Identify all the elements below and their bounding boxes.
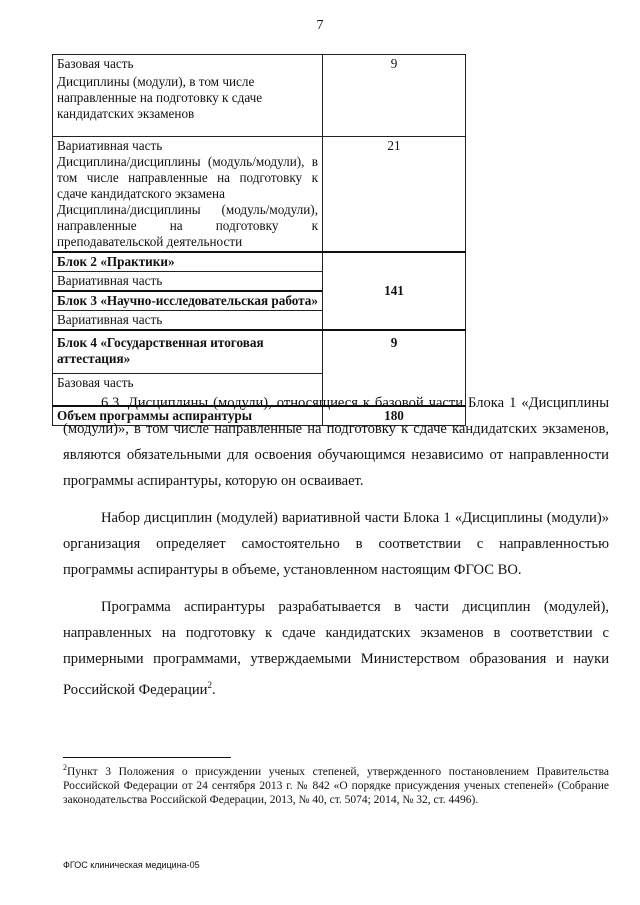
paragraph: Программа аспирантуры разрабатывается в части дисциплин (модулей), направленных на подготовку к сдаче кандидатских экзаменов в соответствии с примерными программами, утверждаемыми Министерством образования и науки Российской Федерации$^2$. [63,599,609,698]
footnote-separator [63,757,231,758]
table-row [53,73,466,137]
table-text: Дисциплины (модули), в том числе направленные на подготовку к сдаче кандидатских экзаменов [57,74,263,121]
table-cell [53,73,323,137]
table-value-cell: 141 [323,252,466,330]
table-cell: Блок 4 «Государственная итоговая аттестация» [53,330,323,374]
footnote-number: 2 [63,763,67,772]
paragraph: Набор дисциплин (модулей) вариативной части Блока 1 «Дисциплины (модули)» организация определяет самостоятельно в соответствии с направленностью программы аспирантуры в объеме, установленном настоящим ФГОС ВО. [63,510,609,578]
footnote [63,761,609,807]
table-cell: Блок 3 «Научно-исследовательская работа» [53,291,323,311]
table-row [53,252,466,272]
footnote-ref: 2 [207,680,212,690]
table-text: Вариативная часть [57,138,163,153]
table-cell [53,137,323,253]
paragraph: 6.3. Дисциплины (модули), относящиеся к базовой части Блока 1 «Дисциплины (модули)», в том числе направленные на подготовку к сдаче кандидатских экзаменов, являются обязательными для освоения обучающимся независимо от направленности программы аспирантуры, которую он осваивает. [63,395,609,489]
footer-code: ФГОС клиническая медицина-05 [63,860,200,870]
footnote-text: Пункт 3 Положения о присуждении ученых степеней, утвержденного постановлением Правительства Российской Федерации от 24 сентября 2013 г. № 842 «О порядке присуждения ученых степеней» (Собрание законодательства Российской Федерации, 2013, № 40, ст. 5074; 2014, № 32, ст. 4496). [63,765,609,806]
table-cell: Объем программы аспирантуры [53,406,323,426]
page-number: 7 [316,18,324,33]
table-row [53,330,466,374]
table-text: Дисциплина/дисциплины (модуль/модули), направленные на подготовку к преподавательской деятельности [57,202,318,249]
table-row [53,137,466,253]
table-row [53,55,466,74]
table-value-cell [323,73,466,137]
program-structure-table [52,54,466,426]
paragraph-text: Программа аспирантуры разрабатывается в части дисциплин (модулей), направленных на подготовку к сдаче кандидатских экзаменов в соответствии с примерными программами, утверждаемыми Министерством образования и науки Российской Федерации [63,599,609,698]
table-cell: Базовая часть [53,374,323,407]
table-value-cell: 21 [323,137,466,253]
body-text [63,390,609,714]
table-cell: Вариативная часть [53,272,323,292]
table-value-cell: 9 [323,55,466,74]
table-cell: Вариативная часть [53,311,323,331]
table-cell: Блок 2 «Практики» [53,252,323,272]
table-value-cell: 9 [323,330,466,406]
table-text: Дисциплина/дисциплины (модуль/модули), в том числе направленные на подготовку к сдаче кандидатского экзамена [57,154,318,201]
table-value-cell: 180 [323,406,466,426]
table-cell: Базовая часть [53,55,323,74]
